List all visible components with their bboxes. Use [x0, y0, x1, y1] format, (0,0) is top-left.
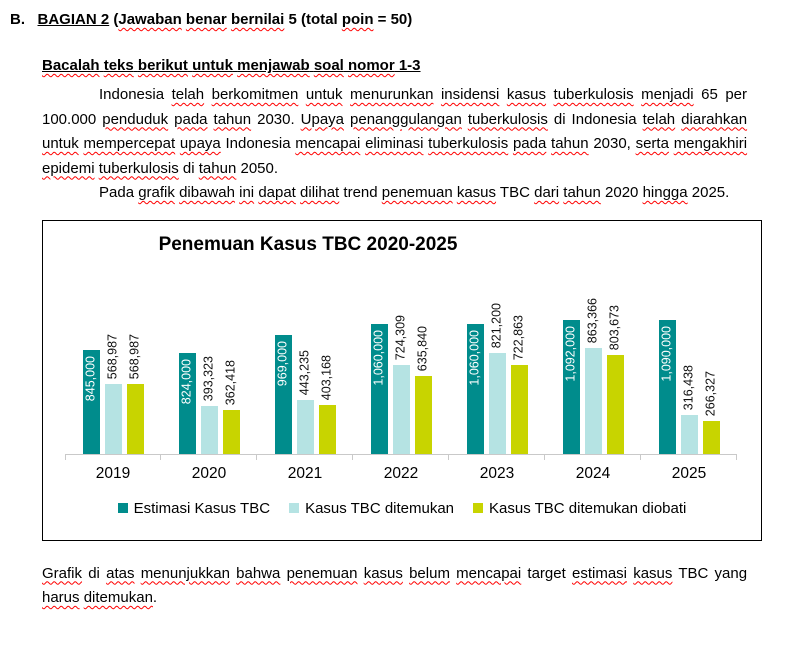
bar-data-label: 1,092,000: [563, 325, 578, 382]
bar-data-label: 635,840: [415, 326, 430, 372]
misspelled-word: kasus: [456, 184, 497, 201]
misspelled-word: eliminasi: [365, 135, 424, 152]
bar-column: [511, 262, 528, 454]
misspelled-word: tahun: [213, 110, 252, 128]
paragraph-chart-intro: [42, 181, 747, 206]
x-axis-label: 2021: [287, 464, 323, 482]
misspelled-word: Grafik: [42, 564, 83, 582]
misspelled-word: [104, 57, 134, 74]
misspelled-word: telah: [171, 86, 205, 103]
legend-swatch: [118, 503, 128, 513]
misspelled-word: tuberkulosis: [467, 110, 548, 128]
bar-group-2024: [545, 262, 641, 454]
legend-label: Kasus TBC ditemukan: [305, 499, 455, 517]
bar-data-label: 821,200: [489, 303, 504, 349]
chart-plot-area: [65, 262, 737, 454]
misspelled-word: kasus: [506, 86, 547, 103]
misspelled-word: dilihat: [300, 184, 340, 201]
misspelled-word: [314, 57, 344, 74]
text-segment: 2020: [600, 184, 643, 201]
misspelled-word: Upaya: [300, 110, 344, 128]
misspelled-word: mencapai: [456, 564, 522, 582]
misspelled-word: penemuan: [286, 564, 358, 582]
bar-column: [319, 262, 336, 454]
bar-column: [563, 262, 580, 454]
misspelled-word: ini: [239, 184, 255, 201]
legend-item: [473, 500, 686, 517]
misspelled-word: untuk: [305, 86, 343, 103]
misspelled-word: untuk: [42, 135, 79, 152]
text-segment: [204, 86, 212, 103]
bar-group-2021: [257, 262, 353, 454]
bar-column: [201, 262, 218, 454]
misspelled-word: [348, 57, 395, 74]
misspelled-word: bernilai: [230, 11, 285, 28]
misspelled-word: pada: [174, 110, 208, 128]
misspelled-word: dapat: [258, 184, 296, 201]
x-axis-label: 2020: [191, 464, 227, 482]
chart-bar: [585, 348, 602, 454]
misspelled-word: belum: [409, 564, 450, 582]
bar-data-label: 362,418: [223, 360, 238, 406]
chart-bar: [105, 384, 122, 454]
bar-column: [467, 262, 484, 454]
x-axis-label: 2019: [95, 464, 131, 482]
misspelled-word: mempercepat: [83, 135, 176, 152]
misspelled-word: ditemukan: [83, 589, 153, 606]
bar-data-label: 969,000: [275, 340, 290, 386]
bar-column: [371, 262, 388, 454]
paragraph-intro: [42, 83, 747, 181]
text-segment: di Indonesia: [547, 110, 643, 128]
misspelled-word: berkomitmen: [211, 86, 299, 103]
text-segment: di: [82, 564, 107, 582]
text-segment: [499, 86, 507, 103]
misspelled-word: Bacalah: [42, 57, 100, 74]
chart-title: Penemuan Kasus TBC 2020-2025: [158, 233, 458, 255]
text-segment: [433, 86, 441, 103]
misspelled-word: grafik: [138, 184, 175, 201]
bar-column: [659, 262, 676, 454]
misspelled-word: berikut: [137, 57, 188, 74]
chart-bar: [681, 415, 698, 454]
chart-bar: [415, 376, 432, 454]
x-axis-label: 2023: [479, 464, 515, 482]
x-axis-label: 2022: [383, 464, 419, 482]
misspelled-word: bahwa: [236, 564, 281, 582]
bar-column: [105, 262, 122, 454]
misspelled-word: dari: [534, 184, 560, 201]
bar-column: [275, 262, 292, 454]
text-segment: 2030.: [251, 110, 301, 128]
text-segment: [546, 86, 554, 103]
misspelled-word: benar: [185, 11, 227, 28]
misspelled-word: telah: [642, 110, 676, 128]
misspelled-word: harus: [42, 589, 80, 606]
misspelled-word: diarahkan: [681, 110, 748, 128]
bar-column: [127, 262, 144, 454]
tbc-bar-chart: [42, 220, 762, 541]
bar-column: [297, 262, 314, 454]
misspelled-word: [42, 57, 100, 74]
x-axis-labels: [65, 460, 737, 483]
text-segment: [298, 86, 306, 103]
misspelled-word: kasus: [633, 564, 673, 582]
misspelled-word: serta: [635, 135, 669, 152]
bar-data-label: 803,673: [607, 305, 622, 351]
text-segment: 5 (total: [284, 11, 342, 28]
text-segment: .: [152, 589, 158, 606]
chart-bar: [201, 406, 218, 454]
misspelled-word: soal: [313, 57, 344, 74]
bar-data-label: 393,323: [201, 356, 216, 402]
chart-legend: [43, 500, 761, 517]
bar-column: [179, 262, 196, 454]
misspelled-word: penanggulangan: [350, 110, 462, 128]
misspelled-word: mencapai: [295, 135, 361, 152]
instruction-heading: [42, 55, 787, 76]
bar-group-2025: [641, 262, 737, 454]
chart-bar: [511, 365, 528, 454]
bar-column: [703, 262, 720, 454]
misspelled-word: [192, 57, 233, 74]
bar-column: [585, 262, 602, 454]
text-segment: Pada: [99, 184, 139, 201]
text-segment: Indonesia: [99, 86, 172, 103]
paragraph-conclusion: [42, 562, 747, 611]
misspelled-word: epidemi: [42, 159, 95, 177]
misspelled-word: insidensi: [440, 86, 500, 103]
misspelled-word: dibawah: [179, 184, 235, 201]
bar-data-label: 1,060,000: [371, 329, 386, 386]
bar-data-label: 724,309: [393, 315, 408, 361]
document-page: [0, 9, 787, 649]
bar-group-2023: [449, 262, 545, 454]
misspelled-word: [138, 57, 188, 74]
misspelled-word: kasus: [363, 564, 403, 582]
bar-group-2020: [161, 262, 257, 454]
text-segment: = 50): [373, 11, 413, 28]
text-segment: TBC: [496, 184, 535, 201]
misspelled-word: tuberkulosis: [553, 86, 634, 103]
bar-data-label: 316,438: [681, 365, 696, 411]
bar-data-label: 568,987: [105, 334, 120, 380]
misspelled-word: menurunkan: [350, 86, 434, 103]
bar-data-label: 845,000: [83, 355, 98, 401]
text-segment: (: [109, 11, 119, 28]
text-segment: 2025.: [687, 184, 730, 201]
misspelled-word: estimasi: [571, 564, 627, 582]
misspelled-word: untuk: [192, 57, 233, 74]
misspelled-word: tahun: [198, 159, 237, 177]
legend-swatch: [473, 503, 483, 513]
bar-column: [489, 262, 506, 454]
text-segment: 2030,: [588, 135, 636, 152]
bar-data-label: 824,000: [179, 358, 194, 404]
bar-data-label: 722,863: [511, 315, 526, 361]
chart-bar: [703, 421, 720, 454]
misspelled-word: pada: [512, 135, 547, 152]
misspelled-word: upaya: [179, 135, 221, 152]
bar-group-2019: [65, 262, 161, 454]
chart-bar: [297, 400, 314, 454]
chart-bar: [489, 353, 506, 454]
bar-data-label: 403,168: [319, 355, 334, 401]
misspelled-word: penduduk: [102, 110, 169, 128]
chart-bar: [319, 405, 336, 454]
text-segment: B.: [10, 11, 25, 28]
misspelled-word: hingga: [642, 184, 688, 201]
text-segment: target: [521, 564, 572, 582]
bar-column: [681, 262, 698, 454]
chart-bar: [607, 355, 624, 454]
bar-column: [83, 262, 100, 454]
bar-data-label: 266,327: [703, 371, 718, 417]
text-segment: 65 per 100.000: [42, 86, 748, 128]
misspelled-word: penemuan: [381, 184, 453, 201]
bar-column: [393, 262, 410, 454]
legend-label: Estimasi Kasus TBC: [133, 499, 271, 517]
bar-column: [415, 262, 432, 454]
text-segment: trend: [339, 184, 382, 201]
misspelled-word: teks: [103, 57, 134, 74]
chart-bar: [223, 410, 240, 454]
bar-data-label: 1,090,000: [659, 325, 674, 382]
legend-swatch: [289, 503, 299, 513]
x-axis-label: 2024: [575, 464, 611, 482]
misspelled-word: menjadi: [641, 86, 694, 103]
text-segment: 1-3: [394, 57, 421, 74]
text-segment: [25, 11, 38, 28]
misspelled-word: menunjukkan: [140, 564, 230, 582]
bar-data-label: 443,235: [297, 350, 312, 396]
text-segment: [634, 86, 642, 103]
bar-data-label: 863,366: [585, 298, 600, 344]
text-segment: [343, 86, 351, 103]
chart-bar: [393, 365, 410, 454]
x-axis-label: 2025: [671, 464, 707, 482]
bar-data-label: 568,987: [127, 334, 142, 380]
misspelled-word: mengakhiri: [673, 135, 748, 152]
legend-item: [289, 500, 454, 517]
misspelled-word: tuberkulosis: [98, 159, 179, 177]
chart-bar: [127, 384, 144, 454]
text-segment: 2050.: [236, 159, 279, 177]
bar-column: [607, 262, 624, 454]
text-segment: di: [178, 159, 199, 177]
misspelled-word: [237, 57, 310, 74]
legend-item: [118, 500, 270, 517]
text-segment: Indonesia: [220, 135, 296, 152]
misspelled-word: poin: [341, 11, 374, 28]
legend-label: Kasus TBC ditemukan diobati: [489, 499, 687, 517]
bar-column: [223, 262, 240, 454]
misspelled-word: atas: [106, 564, 135, 582]
text-segment: TBC yang: [672, 564, 748, 582]
misspelled-word: tuberkulosis: [428, 135, 509, 152]
bar-data-label: 1,060,000: [467, 329, 482, 386]
text-segment: BAGIAN 2: [37, 11, 110, 28]
section-heading: [10, 9, 787, 30]
misspelled-word: menjawab: [237, 57, 310, 74]
misspelled-word: tahun: [551, 135, 589, 152]
bar-group-2022: [353, 262, 449, 454]
misspelled-word: nomor: [348, 57, 395, 74]
misspelled-word: tahun: [563, 184, 601, 201]
misspelled-word: Jawaban: [118, 11, 182, 28]
